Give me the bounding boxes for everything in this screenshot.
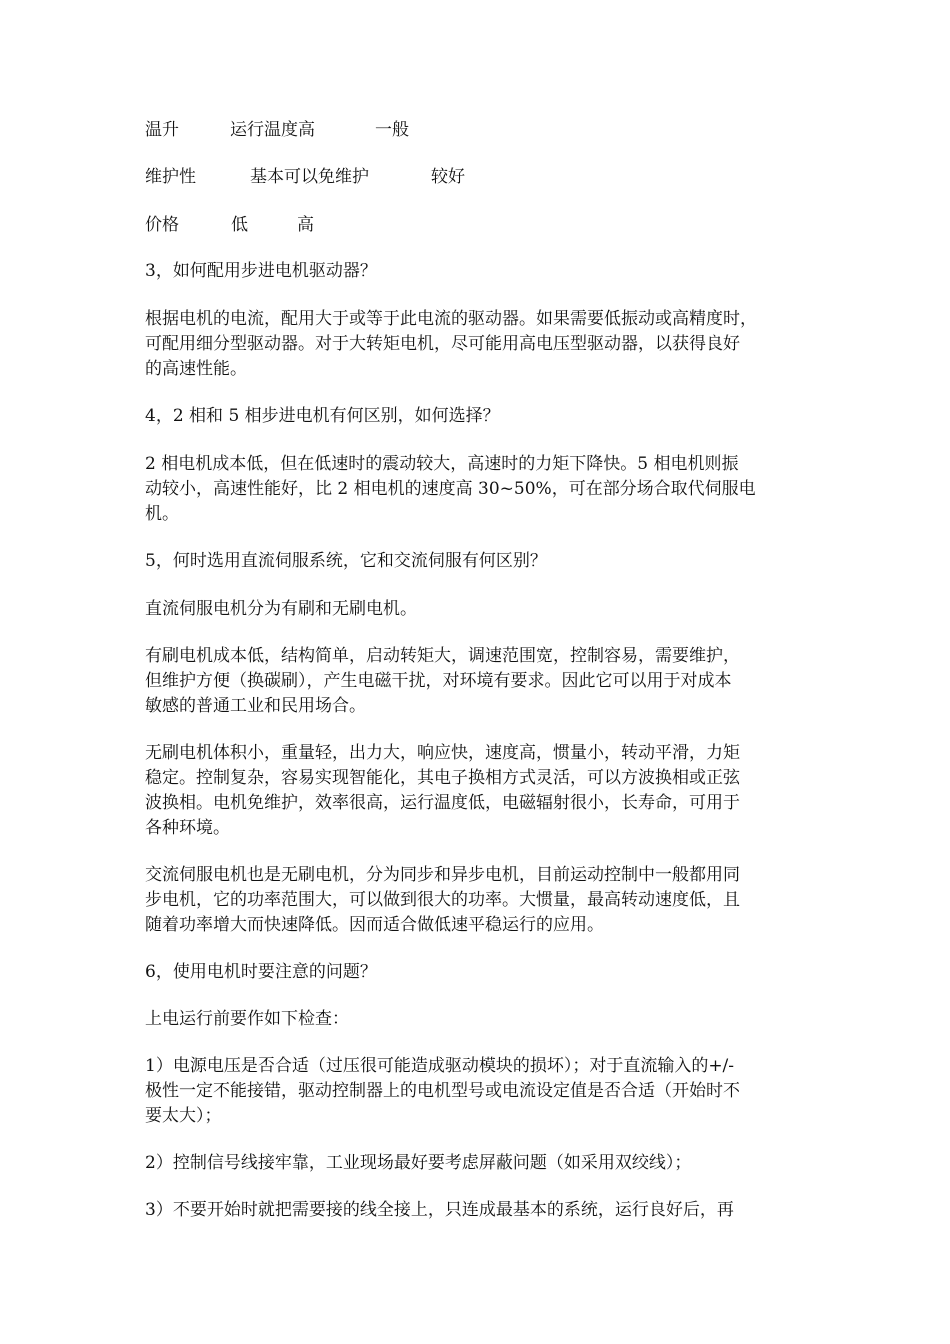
paragraph-line: 各种环境。 [145, 818, 230, 838]
paragraph-line: 随着功率增大而快速降低。因而适合做低速平稳运行的应用。 [145, 915, 604, 935]
paragraph-line: 交流伺服电机也是无刷电机，分为同步和异步电机，目前运动控制中一般都用同 [145, 865, 740, 885]
row-value-b: 较好 [431, 167, 465, 187]
paragraph-line: 步电机，它的功率范围大，可以做到很大的功率。大惯量，最高转动速度低，且 [145, 890, 740, 910]
paragraph-line: 有刷电机成本低，结构简单，启动转矩大，调速范围宽，控制容易，需要维护， [145, 646, 740, 666]
paragraph-line: 无刷电机体积小，重量轻，出力大，响应快，速度高，惯量小，转动平滑，力矩 [145, 743, 740, 763]
row-value-a: 运行温度高 [230, 120, 315, 140]
row-value-a: 低 [231, 215, 248, 235]
paragraph-line: 上电运行前要作如下检查： [145, 1009, 349, 1029]
paragraph-line: 机。 [145, 504, 179, 524]
paragraph-line: 直流伺服电机分为有刷和无刷电机。 [145, 599, 417, 619]
paragraph-line: 敏感的普通工业和民用场合。 [145, 696, 366, 716]
paragraph-line: 根据电机的电流，配用大于或等于此电流的驱动器。如果需要低振动或高精度时， [145, 309, 757, 329]
row-value-a: 基本可以免维护 [250, 167, 369, 187]
heading-q6: 6，使用电机时要注意的问题？ [145, 962, 377, 982]
heading-q4: 4，2 相和 5 相步进电机有何区别，如何选择？ [145, 406, 500, 426]
paragraph-line: 2）控制信号线接牢靠，工业现场最好要考虑屏蔽问题（如采用双绞线）； [145, 1153, 692, 1173]
paragraph-line: 极性一定不能接错，驱动控制器上的电机型号或电流设定值是否合适（开始时不 [145, 1081, 740, 1101]
paragraph-line: 波换相。电机免维护，效率很高，运行温度低，电磁辐射很小，长寿命，可用于 [145, 793, 740, 813]
heading-q5: 5，何时选用直流伺服系统，它和交流伺服有何区别？ [145, 551, 547, 571]
row-label: 价格 [145, 215, 179, 235]
row-label: 维护性 [145, 167, 196, 187]
paragraph-line: 动较小，高速性能好，比 2 相电机的速度高 30~50%，可在部分场合取代伺服电 [145, 479, 756, 499]
paragraph-line: 2 相电机成本低，但在低速时的震动较大，高速时的力矩下降快。5 相电机则振 [145, 454, 739, 474]
paragraph-line: 的高速性能。 [145, 359, 247, 379]
paragraph-line: 可配用细分型驱动器。对于大转矩电机，尽可能用高电压型驱动器，以获得良好 [145, 334, 740, 354]
paragraph-line: 1）电源电压是否合适（过压很可能造成驱动模块的损坏）；对于直流输入的+/- [145, 1056, 735, 1076]
paragraph-line: 3）不要开始时就把需要接的线全接上，只连成最基本的系统，运行良好后，再 [145, 1200, 734, 1220]
paragraph-line: 但维护方便（换碳刷），产生电磁干扰，对环境有要求。因此它可以用于对成本 [145, 671, 732, 691]
heading-q3: 3，如何配用步进电机驱动器？ [145, 261, 377, 281]
row-value-b: 一般 [375, 120, 409, 140]
row-value-b: 高 [297, 215, 314, 235]
row-label: 温升 [145, 120, 179, 140]
paragraph-line: 要太大）； [145, 1106, 222, 1126]
paragraph-line: 稳定。控制复杂，容易实现智能化，其电子换相方式灵活，可以方波换相或正弦 [145, 768, 740, 788]
